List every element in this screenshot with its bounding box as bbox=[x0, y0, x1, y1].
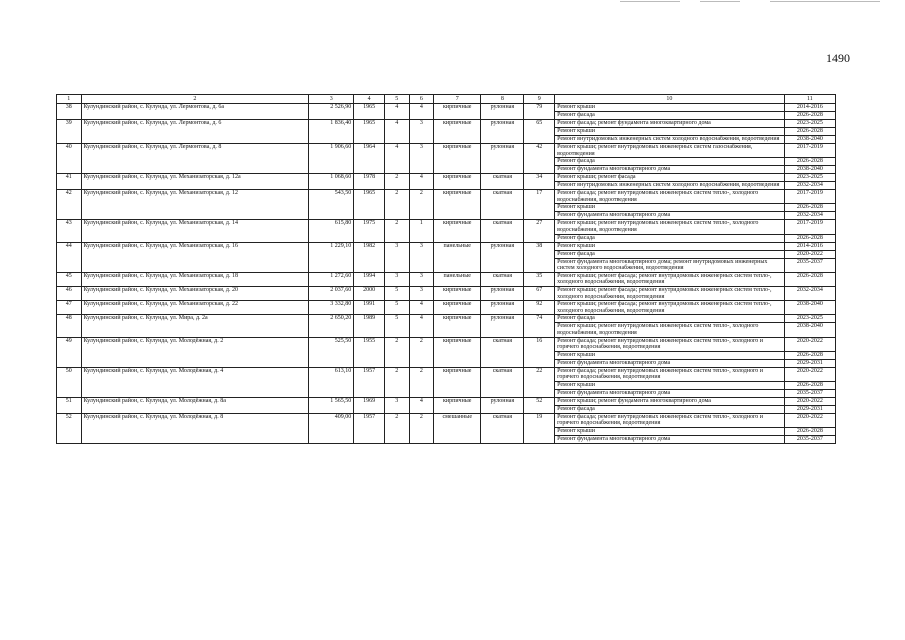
wall-material-cell: кирпичные bbox=[434, 397, 481, 413]
area-cell: 409,00 bbox=[309, 413, 354, 443]
address-cell: Кулундинский район, с. Кулунда, ул. Молодёжная, д. 8 bbox=[81, 413, 309, 443]
address-cell: Кулундинский район, с. Кулунда, ул. Молодёжная, д. 8а bbox=[81, 397, 309, 413]
row-number-cell: 51 bbox=[57, 397, 82, 413]
row-number-cell: 42 bbox=[57, 190, 82, 220]
area-cell: 3 332,80 bbox=[309, 301, 354, 315]
work-type-cell: Ремонт крыши bbox=[555, 204, 785, 212]
work-type-cell: Ремонт крыши; ремонт внутридомовых инженерных систем тепло-, холодного водоснабжения, водоотведения bbox=[555, 220, 785, 234]
flats-count-cell: 27 bbox=[524, 220, 555, 242]
period-cell: 2017-2019 bbox=[784, 144, 835, 158]
period-cell: 2026-2028 bbox=[784, 234, 835, 242]
row-number-cell: 38 bbox=[57, 104, 82, 120]
period-cell: 2020-2022 bbox=[784, 397, 835, 405]
work-type-cell: Ремонт крыши; ремонт фундамента многоквартирного дома bbox=[555, 397, 785, 405]
build-year-cell: 1957 bbox=[354, 367, 385, 397]
work-type-cell: Ремонт фасада bbox=[555, 315, 785, 323]
table-row bbox=[57, 104, 836, 112]
area-cell: 2 037,60 bbox=[309, 286, 354, 300]
row-number-cell: 43 bbox=[57, 220, 82, 242]
column-header: 5 bbox=[384, 95, 409, 104]
period-cell: 2038-2040 bbox=[784, 323, 835, 337]
row-number-cell: 47 bbox=[57, 301, 82, 315]
roof-type-cell: скатная bbox=[481, 220, 524, 242]
row-number-cell: 50 bbox=[57, 367, 82, 397]
period-cell: 2014-2016 bbox=[784, 242, 835, 250]
address-cell: Кулундинский район, с. Кулунда, ул. Механизаторская, д. 12а bbox=[81, 174, 309, 190]
address-cell: Кулундинский район, с. Кулунда, ул. Механизаторская, д. 12 bbox=[81, 190, 309, 220]
period-cell: 2026-2028 bbox=[784, 428, 835, 436]
address-cell: Кулундинский район, с. Кулунда, ул. Механизаторская, д. 16 bbox=[81, 242, 309, 272]
address-cell: Кулундинский район, с. Кулунда, ул. Механизаторская, д. 22 bbox=[81, 301, 309, 315]
flats-count-cell: 19 bbox=[524, 413, 555, 443]
flats-count-cell: 65 bbox=[524, 120, 555, 144]
column-header: 6 bbox=[409, 95, 434, 104]
column-header: 9 bbox=[524, 95, 555, 104]
floors-cell: 4 bbox=[384, 104, 409, 120]
period-cell: 2020-2022 bbox=[784, 337, 835, 351]
build-year-cell: 1957 bbox=[354, 413, 385, 443]
roof-type-cell: рулонная bbox=[481, 397, 524, 413]
period-cell: 2023-2025 bbox=[784, 315, 835, 323]
build-year-cell: 1955 bbox=[354, 337, 385, 367]
roof-type-cell: рулонная bbox=[481, 104, 524, 120]
work-type-cell: Ремонт крыши bbox=[555, 428, 785, 436]
period-cell: 2026-2028 bbox=[784, 272, 835, 286]
wall-material-cell: кирпичные bbox=[434, 174, 481, 190]
area-cell: 525,50 bbox=[309, 337, 354, 367]
entrances-cell: 3 bbox=[409, 272, 434, 286]
work-type-cell: Ремонт крыши bbox=[555, 381, 785, 389]
roof-type-cell: рулонная bbox=[481, 315, 524, 337]
build-year-cell: 1969 bbox=[354, 397, 385, 413]
work-type-cell: Ремонт крыши; ремонт фасада; ремонт внутридомовых инженерных систем тепло-, холодного водоснабжения, водоотведения bbox=[555, 286, 785, 300]
address-cell: Кулундинский район, с. Кулунда, ул. Механизаторская, д. 18 bbox=[81, 272, 309, 286]
entrances-cell: 1 bbox=[409, 220, 434, 242]
table-row bbox=[57, 174, 836, 182]
column-header: 1 bbox=[57, 95, 82, 104]
scan-top-marks bbox=[620, 0, 890, 4]
column-header: 2 bbox=[81, 95, 309, 104]
period-cell: 2038-2040 bbox=[784, 166, 835, 174]
period-cell: 2026-2028 bbox=[784, 351, 835, 359]
roof-type-cell: скатная bbox=[481, 272, 524, 286]
row-number-cell: 40 bbox=[57, 144, 82, 174]
flats-count-cell: 79 bbox=[524, 104, 555, 120]
wall-material-cell: кирпичные bbox=[434, 120, 481, 144]
wall-material-cell: кирпичные bbox=[434, 337, 481, 367]
floors-cell: 5 bbox=[384, 315, 409, 337]
period-cell: 2032-2034 bbox=[784, 286, 835, 300]
period-cell: 2020-2022 bbox=[784, 413, 835, 427]
flats-count-cell: 38 bbox=[524, 242, 555, 272]
entrances-cell: 3 bbox=[409, 286, 434, 300]
floors-cell: 2 bbox=[384, 220, 409, 242]
wall-material-cell: панельные bbox=[434, 272, 481, 286]
build-year-cell: 1994 bbox=[354, 272, 385, 286]
roof-type-cell: рулонная bbox=[481, 120, 524, 144]
work-type-cell: Ремонт фундамента многоквартирного дома bbox=[555, 359, 785, 367]
column-header: 10 bbox=[555, 95, 785, 104]
work-type-cell: Ремонт фасада; ремонт внутридомовых инженерных систем тепло-, холодного и горячего водоснабжения, водоотведения bbox=[555, 413, 785, 427]
row-number-cell: 48 bbox=[57, 315, 82, 337]
floors-cell: 4 bbox=[384, 120, 409, 144]
build-year-cell: 1975 bbox=[354, 220, 385, 242]
area-cell: 1 229,10 bbox=[309, 242, 354, 272]
work-type-cell: Ремонт крыши bbox=[555, 104, 785, 112]
flats-count-cell: 34 bbox=[524, 174, 555, 190]
row-number-cell: 52 bbox=[57, 413, 82, 443]
work-type-cell: Ремонт крыши; ремонт фасада; ремонт внутридомовых инженерных систем тепло-, холодного водоснабжения, водоотведения bbox=[555, 301, 785, 315]
period-cell: 2020-2022 bbox=[784, 367, 835, 381]
build-year-cell: 1991 bbox=[354, 301, 385, 315]
wall-material-cell: кирпичные bbox=[434, 144, 481, 174]
entrances-cell: 3 bbox=[409, 120, 434, 144]
entrances-cell: 3 bbox=[409, 242, 434, 272]
flats-count-cell: 35 bbox=[524, 272, 555, 286]
table-row bbox=[57, 315, 836, 323]
area-cell: 543,50 bbox=[309, 190, 354, 220]
build-year-cell: 1989 bbox=[354, 315, 385, 337]
area-cell: 615,80 bbox=[309, 220, 354, 242]
work-type-cell: Ремонт фундамента многоквартирного дома bbox=[555, 212, 785, 220]
work-type-cell: Ремонт крыши; ремонт фасада bbox=[555, 174, 785, 182]
flats-count-cell: 22 bbox=[524, 367, 555, 397]
area-cell: 1 836,40 bbox=[309, 120, 354, 144]
row-number-cell: 46 bbox=[57, 286, 82, 300]
column-number-header bbox=[57, 95, 836, 104]
table-row bbox=[57, 337, 836, 351]
wall-material-cell: панельные bbox=[434, 242, 481, 272]
row-number-cell: 41 bbox=[57, 174, 82, 190]
work-type-cell: Ремонт крыши; ремонт внутридомовых инженерных систем тепло-, холодного водоснабжения, водоотведения bbox=[555, 323, 785, 337]
work-type-cell: Ремонт крыши bbox=[555, 242, 785, 250]
floors-cell: 3 bbox=[384, 397, 409, 413]
address-cell: Кулундинский район, с. Кулунда, ул. Мира, д. 2а bbox=[81, 315, 309, 337]
entrances-cell: 2 bbox=[409, 337, 434, 367]
floors-cell: 2 bbox=[384, 174, 409, 190]
floors-cell: 3 bbox=[384, 242, 409, 272]
wall-material-cell: кирпичные bbox=[434, 301, 481, 315]
table-row bbox=[57, 286, 836, 300]
column-header: 7 bbox=[434, 95, 481, 104]
entrances-cell: 4 bbox=[409, 104, 434, 120]
column-header: 4 bbox=[354, 95, 385, 104]
area-cell: 2 650,20 bbox=[309, 315, 354, 337]
area-cell: 613,10 bbox=[309, 367, 354, 397]
flats-count-cell: 52 bbox=[524, 397, 555, 413]
floors-cell: 5 bbox=[384, 301, 409, 315]
address-cell: Кулундинский район, с. Кулунда, ул. Механизаторская, д. 20 bbox=[81, 286, 309, 300]
table-row bbox=[57, 242, 836, 250]
period-cell: 2026-2028 bbox=[784, 381, 835, 389]
work-type-cell: Ремонт фасада; ремонт фундамента многоквартирного дома bbox=[555, 120, 785, 128]
period-cell: 2026-2028 bbox=[784, 158, 835, 166]
work-type-cell: Ремонт фасада bbox=[555, 112, 785, 120]
work-type-cell: Ремонт фасада bbox=[555, 158, 785, 166]
floors-cell: 2 bbox=[384, 413, 409, 443]
period-cell: 2026-2028 bbox=[784, 128, 835, 136]
row-number-cell: 45 bbox=[57, 272, 82, 286]
area-cell: 2 526,90 bbox=[309, 104, 354, 120]
row-number-cell: 49 bbox=[57, 337, 82, 367]
roof-type-cell: скатная bbox=[481, 413, 524, 443]
work-type-cell: Ремонт фасада; ремонт внутридомовых инженерных систем тепло-, холодного водоснабжения, водоотведения bbox=[555, 190, 785, 204]
table-row bbox=[57, 220, 836, 234]
address-cell: Кулундинский район, с. Кулунда, ул. Молодёжная, д. 4 bbox=[81, 367, 309, 397]
table-row bbox=[57, 144, 836, 158]
period-cell: 2020-2022 bbox=[784, 250, 835, 258]
area-cell: 1 565,50 bbox=[309, 397, 354, 413]
roof-type-cell: рулонная bbox=[481, 242, 524, 272]
work-type-cell: Ремонт фундамента многоквартирного дома bbox=[555, 436, 785, 444]
area-cell: 1 906,60 bbox=[309, 144, 354, 174]
build-year-cell: 1978 bbox=[354, 174, 385, 190]
period-cell: 2032-2034 bbox=[784, 182, 835, 190]
work-type-cell: Ремонт крыши bbox=[555, 128, 785, 136]
wall-material-cell: кирпичные bbox=[434, 315, 481, 337]
work-type-cell: Ремонт крыши bbox=[555, 351, 785, 359]
period-cell: 2017-2019 bbox=[784, 220, 835, 234]
work-type-cell: Ремонт внутридомовых инженерных систем холодного водоснабжения, водоотведения bbox=[555, 136, 785, 144]
build-year-cell: 1965 bbox=[354, 104, 385, 120]
table-row bbox=[57, 120, 836, 128]
period-cell: 2029-2031 bbox=[784, 359, 835, 367]
period-cell: 2032-2034 bbox=[784, 212, 835, 220]
build-year-cell: 1965 bbox=[354, 120, 385, 144]
row-number-cell: 39 bbox=[57, 120, 82, 144]
work-type-cell: Ремонт фундамента многоквартирного дома; ремонт внутридомовых инженерных систем холодного водоснабжения, водоотведения bbox=[555, 258, 785, 272]
table-row bbox=[57, 413, 836, 427]
wall-material-cell: кирпичные bbox=[434, 190, 481, 220]
floors-cell: 4 bbox=[384, 144, 409, 174]
period-cell: 2026-2028 bbox=[784, 204, 835, 212]
build-year-cell: 1965 bbox=[354, 190, 385, 220]
roof-type-cell: рулонная bbox=[481, 286, 524, 300]
period-cell: 2023-2025 bbox=[784, 120, 835, 128]
period-cell: 2017-2019 bbox=[784, 190, 835, 204]
work-type-cell: Ремонт фундамента многоквартирного дома bbox=[555, 166, 785, 174]
column-header: 11 bbox=[784, 95, 835, 104]
column-header: 3 bbox=[309, 95, 354, 104]
area-cell: 1 272,60 bbox=[309, 272, 354, 286]
build-year-cell: 2000 bbox=[354, 286, 385, 300]
work-type-cell: Ремонт фундамента многоквартирного дома bbox=[555, 389, 785, 397]
entrances-cell: 4 bbox=[409, 397, 434, 413]
work-type-cell: Ремонт фасада; ремонт внутридомовых инженерных систем тепло-, холодного и горячего водоснабжения, водоотведения bbox=[555, 367, 785, 381]
build-year-cell: 1982 bbox=[354, 242, 385, 272]
roof-type-cell: рулонная bbox=[481, 144, 524, 174]
entrances-cell: 2 bbox=[409, 367, 434, 397]
period-cell: 2035-2037 bbox=[784, 258, 835, 272]
wall-material-cell: кирпичные bbox=[434, 367, 481, 397]
table-row bbox=[57, 301, 836, 315]
flats-count-cell: 92 bbox=[524, 301, 555, 315]
address-cell: Кулундинский район, с. Кулунда, ул. Лермонтова, д. 6а bbox=[81, 104, 309, 120]
wall-material-cell: кирпичные bbox=[434, 104, 481, 120]
table-row bbox=[57, 190, 836, 204]
work-type-cell: Ремонт внутридомовых инженерных систем холодного водоснабжения, водоотведения bbox=[555, 182, 785, 190]
flats-count-cell: 67 bbox=[524, 286, 555, 300]
wall-material-cell: кирпичные bbox=[434, 286, 481, 300]
table-body bbox=[57, 104, 836, 444]
page-number: 1490 bbox=[826, 51, 850, 65]
row-number-cell: 44 bbox=[57, 242, 82, 272]
entrances-cell: 4 bbox=[409, 315, 434, 337]
roof-type-cell: скатная bbox=[481, 337, 524, 367]
entrances-cell: 2 bbox=[409, 190, 434, 220]
roof-type-cell: скатная bbox=[481, 190, 524, 220]
period-cell: 2026-2028 bbox=[784, 112, 835, 120]
address-cell: Кулундинский район, с. Кулунда, ул. Лермонтова, д. 8 bbox=[81, 144, 309, 174]
work-type-cell: Ремонт крыши; ремонт внутридомовых инженерных систем газоснабжения, водоотведения bbox=[555, 144, 785, 158]
flats-count-cell: 16 bbox=[524, 337, 555, 367]
period-cell: 2035-2037 bbox=[784, 436, 835, 444]
address-cell: Кулундинский район, с. Кулунда, ул. Лермонтова, д. 6 bbox=[81, 120, 309, 144]
flats-count-cell: 74 bbox=[524, 315, 555, 337]
flats-count-cell: 42 bbox=[524, 144, 555, 174]
period-cell: 2035-2037 bbox=[784, 389, 835, 397]
table-row bbox=[57, 397, 836, 405]
roof-type-cell: скатная bbox=[481, 367, 524, 397]
wall-material-cell: смешанные bbox=[434, 413, 481, 443]
work-type-cell: Ремонт фасада bbox=[555, 250, 785, 258]
table-row bbox=[57, 272, 836, 286]
entrances-cell: 4 bbox=[409, 301, 434, 315]
period-cell: 2038-2040 bbox=[784, 136, 835, 144]
address-cell: Кулундинский район, с. Кулунда, ул. Молодёжная, д. 2 bbox=[81, 337, 309, 367]
period-cell: 2038-2040 bbox=[784, 301, 835, 315]
roof-type-cell: скатная bbox=[481, 174, 524, 190]
period-cell: 2014-2016 bbox=[784, 104, 835, 112]
roof-type-cell: рулонная bbox=[481, 301, 524, 315]
period-cell: 2023-2025 bbox=[784, 174, 835, 182]
work-type-cell: Ремонт фасада bbox=[555, 405, 785, 413]
table-row bbox=[57, 367, 836, 381]
entrances-cell: 2 bbox=[409, 413, 434, 443]
floors-cell: 2 bbox=[384, 190, 409, 220]
housing-repair-table bbox=[56, 94, 836, 444]
work-type-cell: Ремонт фасада bbox=[555, 234, 785, 242]
entrances-cell: 4 bbox=[409, 174, 434, 190]
wall-material-cell: кирпичные bbox=[434, 220, 481, 242]
floors-cell: 5 bbox=[384, 286, 409, 300]
area-cell: 1 068,60 bbox=[309, 174, 354, 190]
column-header: 8 bbox=[481, 95, 524, 104]
floors-cell: 2 bbox=[384, 337, 409, 367]
address-cell: Кулундинский район, с. Кулунда, ул. Механизаторская, д. 14 bbox=[81, 220, 309, 242]
floors-cell: 3 bbox=[384, 272, 409, 286]
work-type-cell: Ремонт фасада; ремонт внутридомовых инженерных систем тепло-, холодного и горячего водоснабжения, водоотведения bbox=[555, 337, 785, 351]
work-type-cell: Ремонт крыши; ремонт фасада; ремонт внутридомовых инженерных систем тепло-, холодного водоснабжения, водоотведения bbox=[555, 272, 785, 286]
entrances-cell: 3 bbox=[409, 144, 434, 174]
floors-cell: 2 bbox=[384, 367, 409, 397]
period-cell: 2029-2031 bbox=[784, 405, 835, 413]
build-year-cell: 1964 bbox=[354, 144, 385, 174]
flats-count-cell: 17 bbox=[524, 190, 555, 220]
